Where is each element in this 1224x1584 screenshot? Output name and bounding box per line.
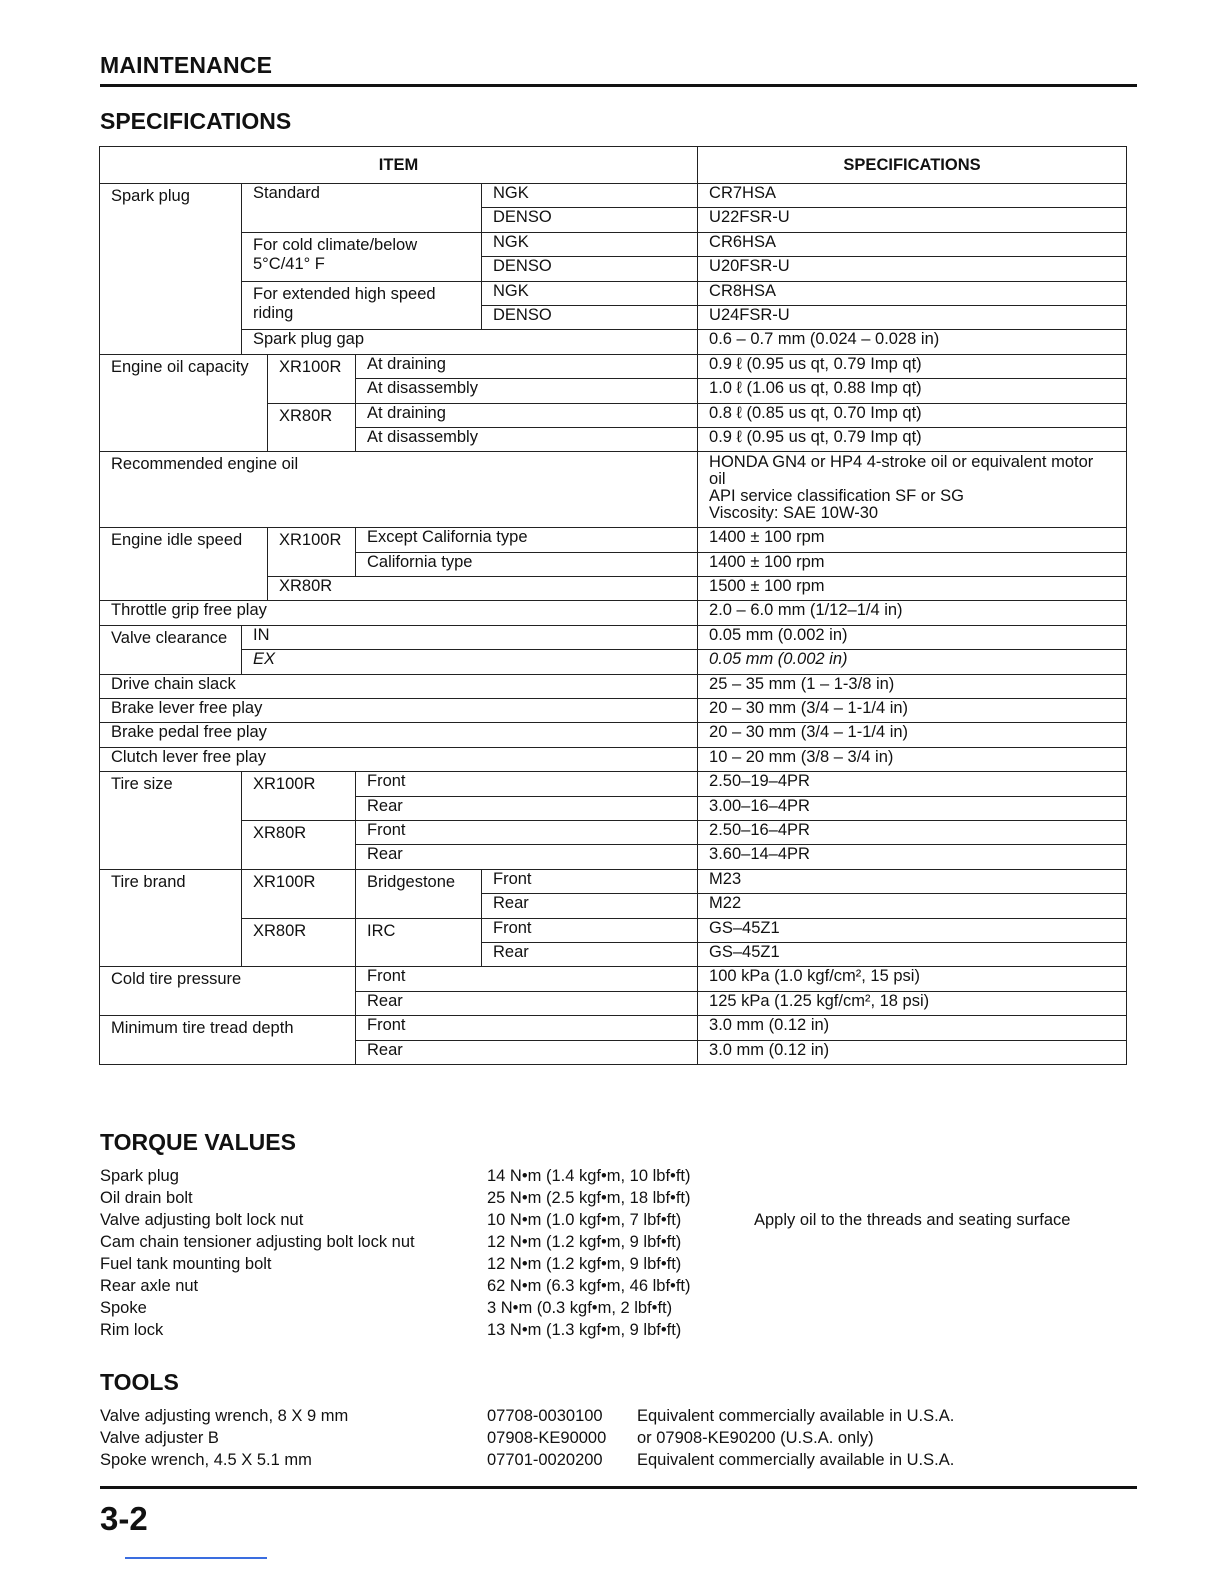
table-row (100, 1016, 1127, 1040)
spec-value: 125 kPa (1.25 kgf/cm², 18 psi) (698, 991, 1127, 1015)
spec-value: 1400 ± 100 rpm (698, 528, 1127, 552)
model-xr80r: XR80R (242, 820, 356, 869)
valve-clearance-label: Valve clearance (100, 625, 242, 674)
brand-denso: DENSO (482, 257, 698, 281)
torque-item-value: 10 N•m (1.0 kgf•m, 7 lbf•ft) (487, 1211, 682, 1229)
torque-item-name: Rear axle nut (100, 1277, 199, 1295)
tools-title: TOOLS (100, 1369, 179, 1395)
chain-slack-label: Drive chain slack (100, 674, 698, 698)
tool-number: 07701-0020200 (487, 1451, 603, 1469)
tool-name: Valve adjusting wrench, 8 X 9 mm (100, 1407, 349, 1425)
torque-item-value: 12 N•m (1.2 kgf•m, 9 lbf•ft) (487, 1233, 682, 1251)
spec-value: 2.50–19–4PR (698, 772, 1127, 796)
spec-value: 0.6 – 0.7 mm (0.024 – 0.028 in) (698, 330, 1127, 354)
spec-value: 10 – 20 mm (3/8 – 3/4 in) (698, 747, 1127, 771)
model-xr100r: XR100R (242, 869, 356, 918)
table-row (100, 650, 1127, 674)
col-spec-header: SPECIFICATIONS (698, 147, 1127, 184)
brand-ngk: NGK (482, 184, 698, 208)
spec-value: 3.0 mm (0.12 in) (698, 1016, 1127, 1040)
torque-item-value: 14 N•m (1.4 kgf•m, 10 lbf•ft) (487, 1167, 691, 1185)
model-xr100r: XR100R (268, 528, 356, 577)
oil-at-draining: At draining (356, 354, 698, 378)
torque-item-value: 62 N•m (6.3 kgf•m, 46 lbf•ft) (487, 1277, 691, 1295)
spec-value: CR7HSA (698, 184, 1127, 208)
brand-irc: IRC (356, 918, 482, 967)
idle-except-california: Except California type (356, 528, 698, 552)
torque-item-value: 25 N•m (2.5 kgf•m, 18 lbf•ft) (487, 1189, 691, 1207)
spec-value: 1500 ± 100 rpm (698, 577, 1127, 601)
spec-value: M22 (698, 894, 1127, 918)
spec-value: U20FSR-U (698, 257, 1127, 281)
table-row (100, 723, 1127, 747)
col-item-header: ITEM (100, 147, 698, 184)
tool-name: Valve adjuster B (100, 1429, 219, 1447)
spec-value: U24FSR-U (698, 305, 1127, 329)
valve-in-label: IN (242, 625, 698, 649)
table-row (100, 625, 1127, 649)
torque-title: TORQUE VALUES (100, 1129, 296, 1155)
torque-item-name: Fuel tank mounting bolt (100, 1255, 272, 1273)
spec-value: U22FSR-U (698, 208, 1127, 232)
table-row (100, 184, 1127, 208)
valve-ex-label: EX (242, 650, 698, 674)
torque-item-name: Rim lock (100, 1321, 164, 1339)
clutch-lever-label: Clutch lever free play (100, 747, 698, 771)
spec-value: 0.8 ℓ (0.85 us qt, 0.70 Imp qt) (698, 403, 1127, 427)
tool-note: Equivalent commercially available in U.S.A. (637, 1407, 955, 1425)
spec-value: 0.9 ℓ (0.95 us qt, 0.79 Imp qt) (698, 427, 1127, 451)
page-number: 3-2 (100, 1500, 148, 1537)
spec-value: 3.60–14–4PR (698, 845, 1127, 869)
page-header: MAINTENANCE (100, 52, 273, 78)
torque-item-note: Apply oil to the threads and seating surface (754, 1211, 1071, 1229)
brake-pedal-label: Brake pedal free play (100, 723, 698, 747)
tool-note: or 07908-KE90200 (U.S.A. only) (637, 1429, 874, 1447)
tire-rear: Rear (482, 894, 698, 918)
tire-rear: Rear (356, 796, 698, 820)
oil-at-disassembly: At disassembly (356, 379, 698, 403)
throttle-label: Throttle grip free play (100, 601, 698, 625)
oil-at-draining: At draining (356, 403, 698, 427)
torque-item-value: 12 N•m (1.2 kgf•m, 9 lbf•ft) (487, 1255, 682, 1273)
table-row (100, 747, 1127, 771)
tire-rear: Rear (482, 942, 698, 966)
spark-cold-label: For cold climate/below 5°C/41° F (242, 232, 482, 281)
table-row (100, 918, 1127, 942)
tool-number: 07908-KE90000 (487, 1429, 607, 1447)
spec-value: 100 kPa (1.0 kgf/cm², 15 psi) (698, 967, 1127, 991)
spec-value: 2.0 – 6.0 mm (1/12–1/4 in) (698, 601, 1127, 625)
torque-item-name: Spark plug (100, 1167, 179, 1185)
spec-value: 3.00–16–4PR (698, 796, 1127, 820)
idle-california: California type (356, 552, 698, 576)
spec-value: 3.0 mm (0.12 in) (698, 1040, 1127, 1064)
spark-plug-label: Spark plug (100, 184, 242, 355)
model-xr100r: XR100R (268, 354, 356, 403)
spec-value: 0.05 mm (0.002 in) (698, 625, 1127, 649)
table-row (100, 452, 1127, 528)
spec-value: CR8HSA (698, 281, 1127, 305)
recommended-oil-value (698, 452, 1127, 528)
brand-denso: DENSO (482, 208, 698, 232)
spec-value: 2.50–16–4PR (698, 820, 1127, 844)
torque-item-name: Spoke (100, 1299, 147, 1317)
tire-rear: Rear (356, 1040, 698, 1064)
spec-value: CR6HSA (698, 232, 1127, 256)
recommended-oil-line2: API service classification SF or SG (709, 487, 964, 506)
table-row (100, 528, 1127, 552)
tire-front: Front (356, 1016, 698, 1040)
torque-item-name: Cam chain tensioner adjusting bolt lock nut (100, 1233, 415, 1251)
tire-pressure-label: Cold tire pressure (100, 967, 356, 1016)
table-row (100, 232, 1127, 256)
spark-standard-label: Standard (242, 184, 482, 233)
spec-value: GS–45Z1 (698, 942, 1127, 966)
tire-front: Front (356, 820, 698, 844)
recommended-oil-line1: HONDA GN4 or HP4 4-stroke oil or equivalent motor oil (709, 453, 1094, 489)
model-xr80r: XR80R (268, 577, 698, 601)
table-row (100, 281, 1127, 305)
tire-size-label: Tire size (100, 772, 242, 870)
table-row (100, 772, 1127, 796)
table-row (100, 967, 1127, 991)
tire-brand-label: Tire brand (100, 869, 242, 967)
spec-value: 20 – 30 mm (3/4 – 1-1/4 in) (698, 723, 1127, 747)
torque-item-value: 3 N•m (0.3 kgf•m, 2 lbf•ft) (487, 1299, 673, 1317)
footer-link-underline[interactable] (125, 1557, 267, 1559)
tread-depth-label: Minimum tire tread depth (100, 1016, 356, 1065)
torque-item-name: Oil drain bolt (100, 1189, 193, 1207)
table-row (100, 330, 1127, 354)
brand-ngk: NGK (482, 232, 698, 256)
spark-extended-label: For extended high speed riding (242, 281, 482, 330)
tire-rear: Rear (356, 845, 698, 869)
idle-label: Engine idle speed (100, 528, 268, 601)
table-row (100, 674, 1127, 698)
tool-name: Spoke wrench, 4.5 X 5.1 mm (100, 1451, 312, 1469)
spec-value: 1.0 ℓ (1.06 us qt, 0.88 Imp qt) (698, 379, 1127, 403)
engine-oil-label: Engine oil capacity (100, 354, 268, 452)
recommended-oil-line3: Viscosity: SAE 10W-30 (709, 504, 879, 523)
spec-value: GS–45Z1 (698, 918, 1127, 942)
table-row (100, 354, 1127, 378)
tire-rear: Rear (356, 991, 698, 1015)
model-xr80r: XR80R (268, 403, 356, 452)
brand-denso: DENSO (482, 305, 698, 329)
spec-value: M23 (698, 869, 1127, 893)
spec-value: 0.05 mm (0.002 in) (698, 650, 1127, 674)
spec-value: 20 – 30 mm (3/4 – 1-1/4 in) (698, 699, 1127, 723)
model-xr80r: XR80R (242, 918, 356, 967)
spec-value: 0.9 ℓ (0.95 us qt, 0.79 Imp qt) (698, 354, 1127, 378)
specifications-table (99, 146, 1127, 1065)
tire-front: Front (356, 967, 698, 991)
torque-item-value: 13 N•m (1.3 kgf•m, 9 lbf•ft) (487, 1321, 682, 1339)
torque-item-name: Valve adjusting bolt lock nut (100, 1211, 304, 1229)
tire-front: Front (482, 918, 698, 942)
spark-gap-label: Spark plug gap (242, 330, 698, 354)
table-row (100, 820, 1127, 844)
brand-bridgestone: Bridgestone (356, 869, 482, 918)
footer-rule (100, 1486, 1137, 1489)
model-xr100r: XR100R (242, 772, 356, 821)
tool-number: 07708-0030100 (487, 1407, 603, 1425)
specifications-title: SPECIFICATIONS (100, 108, 292, 134)
table-row (100, 869, 1127, 893)
table-row (100, 699, 1127, 723)
tire-front: Front (356, 772, 698, 796)
table-header-row (100, 147, 1127, 184)
tool-note: Equivalent commercially available in U.S.A. (637, 1451, 955, 1469)
table-row (100, 601, 1127, 625)
spec-value: 25 – 35 mm (1 – 1-3/8 in) (698, 674, 1127, 698)
brake-lever-label: Brake lever free play (100, 699, 698, 723)
brand-ngk: NGK (482, 281, 698, 305)
header-rule (100, 84, 1137, 87)
oil-at-disassembly: At disassembly (356, 427, 698, 451)
tire-front: Front (482, 869, 698, 893)
recommended-oil-label: Recommended engine oil (100, 452, 698, 528)
spec-value: 1400 ± 100 rpm (698, 552, 1127, 576)
